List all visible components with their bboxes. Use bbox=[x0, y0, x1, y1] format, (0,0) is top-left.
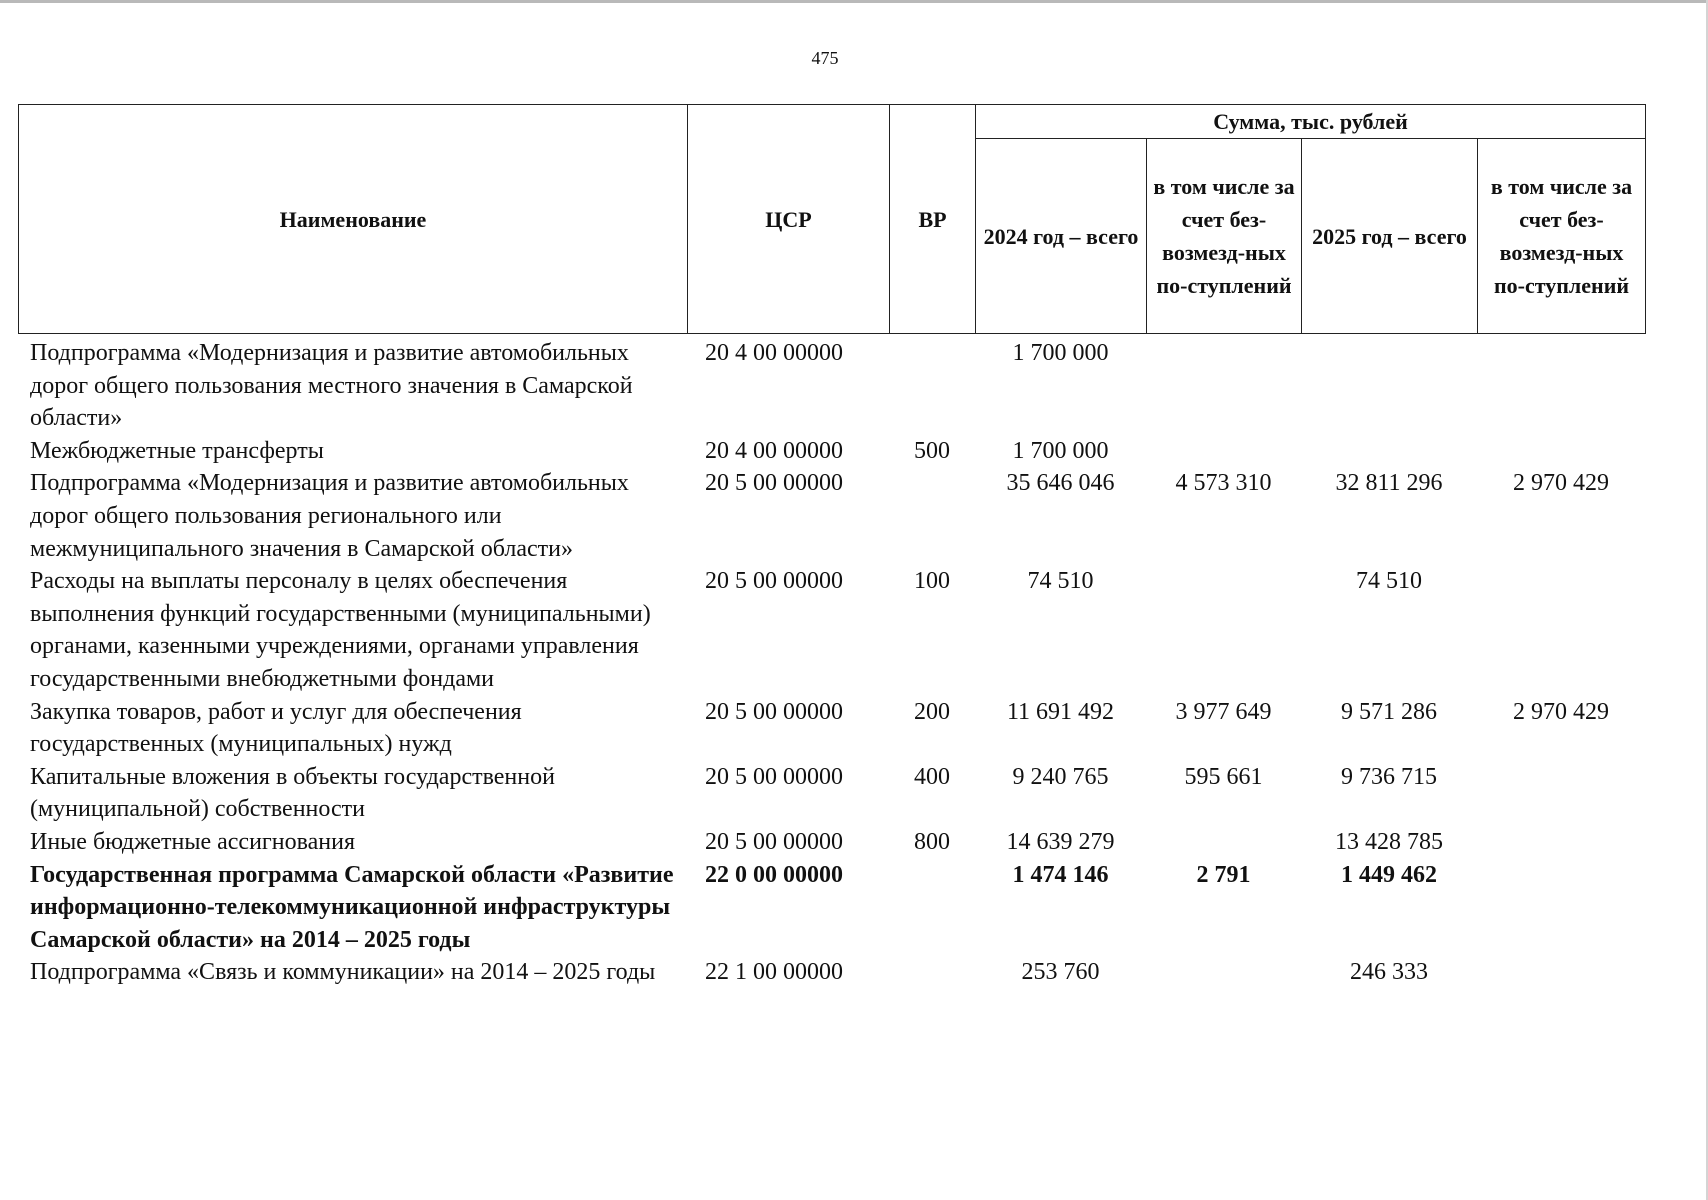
cell-csr: 20 5 00 00000 bbox=[705, 763, 843, 790]
cell-name: Подпрограмма «Связь и коммуникации» на 2014 – 2025 годы bbox=[30, 959, 656, 986]
cell-vr: 200 bbox=[914, 698, 950, 725]
cell-2025-total bbox=[1301, 435, 1477, 468]
header-vr: ВР bbox=[890, 105, 976, 334]
cell-csr: 22 1 00 00000 bbox=[705, 959, 843, 986]
table-row bbox=[18, 826, 1645, 859]
header-csr: ЦСР bbox=[688, 105, 890, 334]
cell-name: Государственная программа Самарской области «Развитие информационно-телекоммуникационной инфраструктуры Самарской области» на 2014 – 2025 годы bbox=[30, 861, 674, 953]
header-2025-total: 2025 год – всего bbox=[1302, 139, 1478, 334]
cell-vr: 500 bbox=[914, 437, 950, 464]
cell-2025-total bbox=[1301, 337, 1477, 435]
cell-2024-total: 74 510 bbox=[1027, 568, 1094, 595]
header-2025-grants: в том числе за счет без-возмезд-ных по-ступлений bbox=[1478, 139, 1646, 334]
cell-csr: 20 5 00 00000 bbox=[705, 568, 843, 595]
cell-2024-total: 1 474 146 bbox=[1012, 861, 1109, 888]
table-body bbox=[18, 337, 1645, 989]
cell-vr bbox=[889, 956, 975, 989]
cell-2025-grants bbox=[1477, 859, 1645, 957]
cell-2024-grants bbox=[1146, 956, 1301, 989]
cell-2025-grants: 2 970 429 bbox=[1513, 470, 1609, 497]
cell-csr: 20 4 00 00000 bbox=[705, 340, 843, 366]
cell-2024-grants bbox=[1146, 435, 1301, 468]
cell-2024-total: 11 691 492 bbox=[1006, 698, 1115, 725]
table-row bbox=[18, 565, 1645, 695]
table-row bbox=[18, 859, 1645, 957]
cell-2025-grants: 2 970 429 bbox=[1513, 698, 1609, 725]
cell-vr bbox=[889, 467, 975, 565]
cell-2025-grants bbox=[1477, 565, 1645, 695]
cell-2025-grants bbox=[1477, 826, 1645, 859]
cell-2025-grants bbox=[1477, 435, 1645, 468]
cell-name: Расходы на выплаты персоналу в целях обеспечения выполнения функций государственными (муниципальными) органами, казенными учреждениями, органами управления государственными внебюджетными фондами bbox=[30, 568, 651, 692]
table-row bbox=[18, 337, 1645, 435]
cell-2024-total: 253 760 bbox=[1021, 959, 1100, 986]
cell-2024-total: 1 700 000 bbox=[1012, 437, 1109, 464]
cell-csr: 20 5 00 00000 bbox=[705, 470, 843, 497]
cell-name: Иные бюджетные ассигнования bbox=[30, 828, 355, 855]
header-2024-total: 2024 год – всего bbox=[976, 139, 1147, 334]
cell-csr: 20 5 00 00000 bbox=[705, 698, 843, 725]
cell-csr: 20 5 00 00000 bbox=[705, 828, 843, 855]
cell-2024-grants: 4 573 310 bbox=[1175, 470, 1272, 497]
cell-2025-total: 32 811 296 bbox=[1335, 470, 1443, 497]
cell-vr bbox=[889, 337, 975, 435]
cell-2024-grants bbox=[1146, 337, 1301, 435]
cell-2024-total: 9 240 765 bbox=[1012, 763, 1109, 790]
cell-2024-grants bbox=[1146, 826, 1301, 859]
cell-csr: 20 4 00 00000 bbox=[705, 437, 843, 464]
cell-csr: 22 0 00 00000 bbox=[705, 861, 843, 888]
cell-2024-grants: 2 791 bbox=[1196, 861, 1251, 888]
scan-top-edge bbox=[0, 0, 1708, 3]
cell-vr: 400 bbox=[914, 763, 950, 790]
cell-2024-grants: 3 977 649 bbox=[1175, 698, 1272, 725]
header-name: Наименование bbox=[19, 105, 688, 334]
cell-2024-total: 14 639 279 bbox=[1006, 828, 1115, 855]
cell-2025-total: 74 510 bbox=[1356, 568, 1422, 595]
cell-vr bbox=[889, 859, 975, 957]
header-sum-group: Сумма, тыс. рублей bbox=[976, 105, 1646, 139]
cell-2025-grants bbox=[1477, 761, 1645, 826]
cell-name: Подпрограмма «Модернизация и развитие автомобильных дорог общего пользования местного значения в Самарской области» bbox=[30, 340, 633, 432]
cell-2025-total: 9 736 715 bbox=[1341, 763, 1437, 790]
table-row bbox=[18, 435, 1645, 468]
cell-2025-total: 13 428 785 bbox=[1335, 828, 1443, 855]
cell-2025-total: 9 571 286 bbox=[1341, 698, 1437, 725]
page-number: 475 bbox=[811, 48, 839, 68]
cell-name: Подпрограмма «Модернизация и развитие автомобильных дорог общего пользования регионального или межмуниципального значения в Самарской области» bbox=[30, 470, 629, 562]
table-row bbox=[18, 761, 1645, 826]
cell-vr: 800 bbox=[914, 828, 950, 855]
table-row bbox=[18, 956, 1645, 989]
table-row bbox=[18, 467, 1645, 565]
cell-2024-total: 1 700 000 bbox=[1012, 340, 1109, 366]
table-row bbox=[18, 696, 1645, 761]
cell-2025-grants bbox=[1477, 956, 1645, 989]
cell-2025-grants bbox=[1477, 337, 1645, 435]
cell-2024-grants bbox=[1146, 565, 1301, 695]
cell-vr: 100 bbox=[914, 568, 950, 595]
cell-name: Капитальные вложения в объекты государственной (муниципальной) собственности bbox=[30, 763, 555, 823]
cell-2025-total: 246 333 bbox=[1350, 959, 1428, 986]
cell-name: Межбюджетные трансферты bbox=[30, 437, 324, 464]
table-header bbox=[18, 104, 1646, 334]
cell-2025-total: 1 449 462 bbox=[1341, 861, 1437, 888]
cell-name: Закупка товаров, работ и услуг для обеспечения государственных (муниципальных) нужд bbox=[30, 698, 522, 758]
cell-2024-total: 35 646 046 bbox=[1006, 470, 1115, 497]
cell-2024-grants: 595 661 bbox=[1184, 763, 1263, 790]
header-2024-grants: в том числе за счет без-возмезд-ных по-ступлений bbox=[1147, 139, 1302, 334]
